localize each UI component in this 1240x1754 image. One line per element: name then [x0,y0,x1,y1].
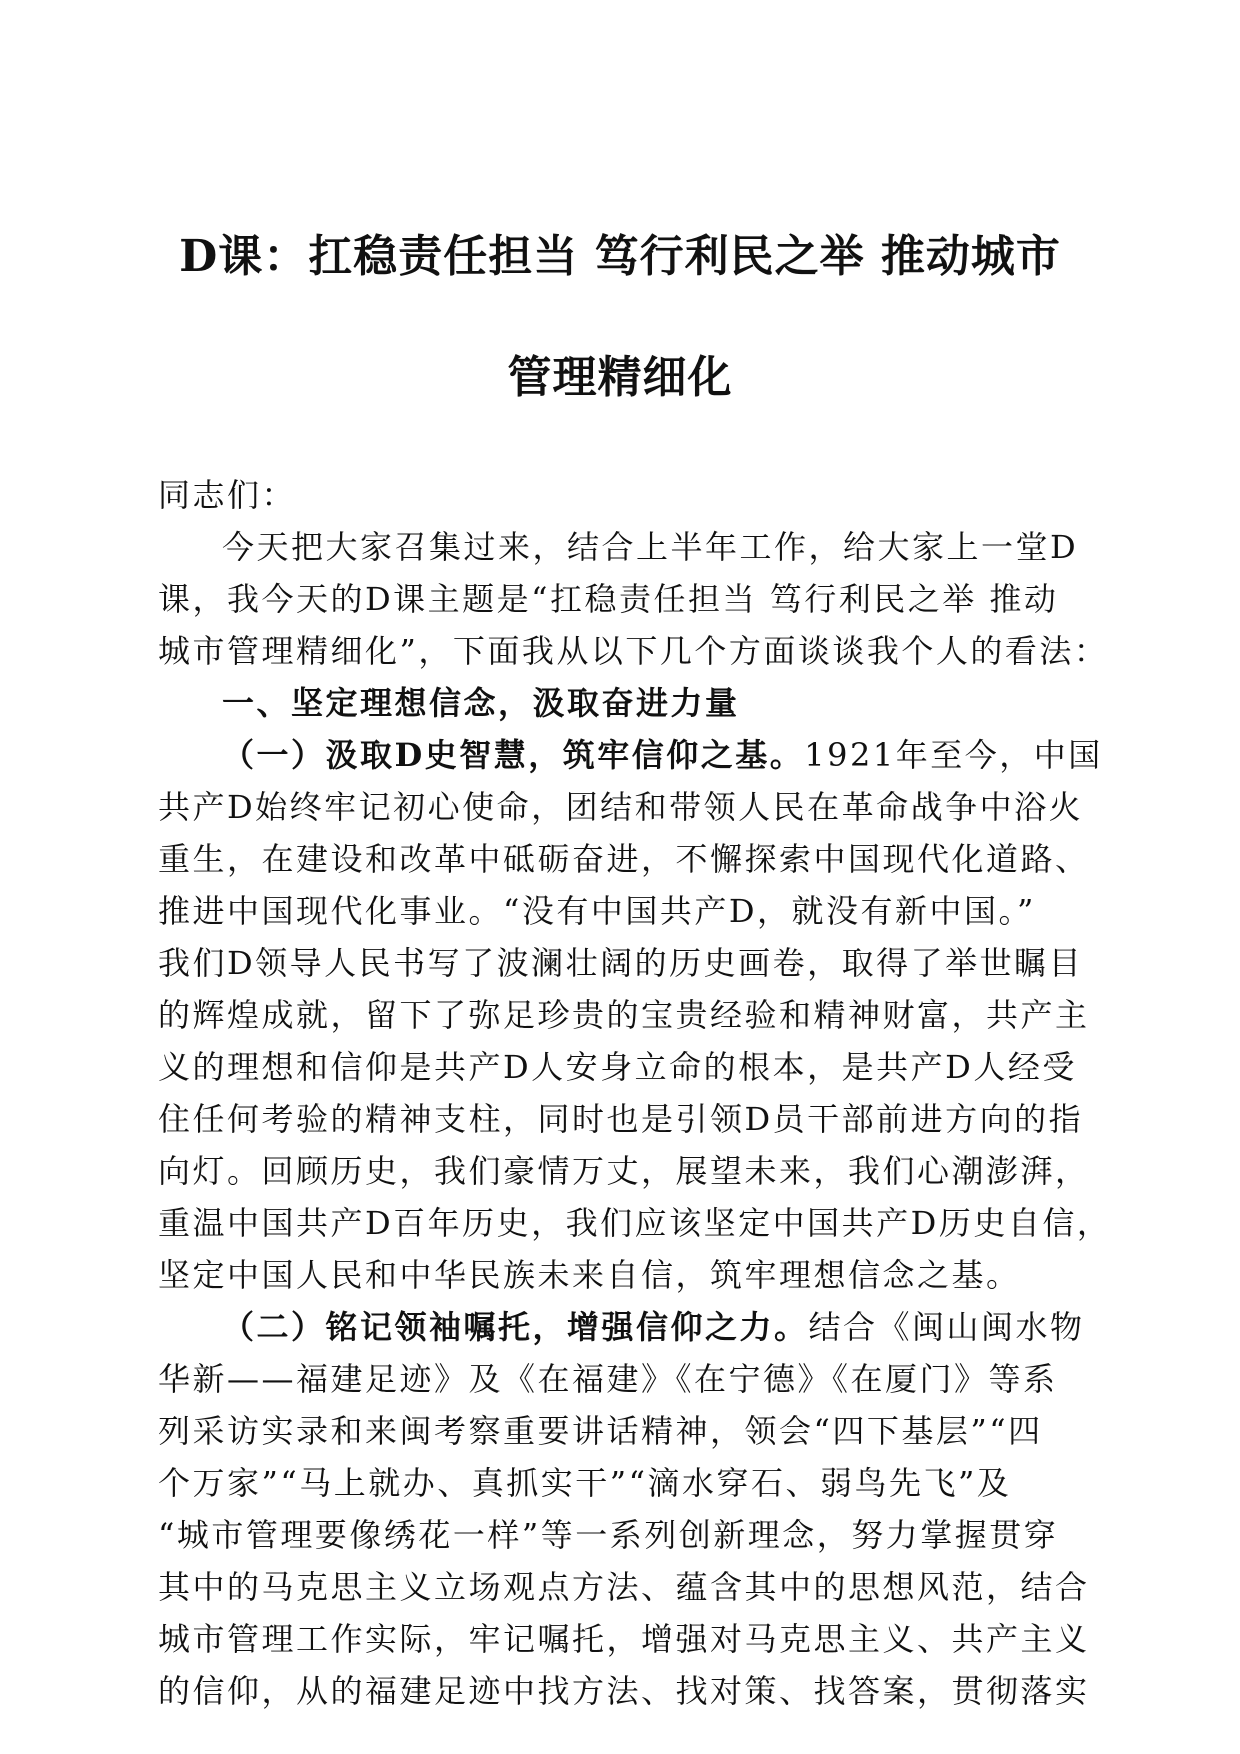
paragraph-line: 我们D领导人民书写了波澜壮阔的历史画卷，取得了举世瞩目 [158,944,1084,982]
paragraph-line: 共产D始终牢记初心使命，团结和带领人民在革命战争中浴火 [158,788,1084,826]
subsection-2-lead: （二）铭记领袖嘱托，增强信仰之力。 [222,1308,809,1346]
paragraph-line: 其中的马克思主义立场观点方法、蕴含其中的思想风范，结合 [158,1568,1090,1606]
paragraph-line: 华新——福建足迹》及《在福建》《在宁德》《在厦门》等系 [158,1360,1058,1398]
subsection-1-lead: （一）汲取D史智慧，筑牢信仰之基。 [222,736,805,774]
document-body [158,469,1112,1717]
intro-line: 城市管理精细化”，下面我从以下几个方面谈谈我个人的看法： [158,632,1109,670]
subsection-2-first-line [158,1301,1088,1353]
subsection-1-first-line [158,729,1103,781]
paragraph-line: 义的理想和信仰是共产D人安身立命的根本，是共产D人经受 [158,1048,1077,1086]
greeting: 同志们： [158,476,297,514]
paragraph-line: 重温中国共产D百年历史，我们应该坚定中国共产D历史自信， [158,1204,1112,1242]
paragraph-line: 坚定中国人民和中华民族未来自信，筑牢理想信念之基。 [158,1256,1021,1294]
intro-line: 今天把大家召集过来，结合上半年工作，给大家上一堂D [222,528,1079,566]
paragraph-line: 列采访实录和来闽考察重要讲话精神，领会“四下基层”“四 [158,1412,1043,1450]
paragraph-line: 推进中国现代化事业。“没有中国共产D，就没有新中国。” [158,892,1036,930]
paragraph-line: 的辉煌成就，留下了弥足珍贵的宝贵经验和精神财富，共产主 [158,996,1090,1034]
paragraph-line: “城市管理要像绣花一样”等一系列创新理念，努力掌握贯穿 [158,1516,1059,1554]
intro-line: 课，我今天的D课主题是“扛稳责任担当 笃行利民之举 推动 [158,580,1059,618]
paragraph-line: 城市管理工作实际，牢记嘱托，增强对马克思主义、共产主义 [158,1620,1090,1658]
document-title-line-1: D课：扛稳责任担当 笃行利民之举 推动城市 [179,231,1061,282]
paragraph-line: 个万家”“马上就办、真抓实干”“滴水穿石、弱鸟先飞”及 [158,1464,1012,1502]
paragraph-line: 住任何考验的精神支柱，同时也是引领D员干部前进方向的指 [158,1100,1084,1138]
subsection-2-line-rest: 结合《闽山闽水物 [808,1308,1085,1346]
paragraph-line: 向灯。回顾历史，我们豪情万丈，展望未来，我们心潮澎湃， [158,1152,1090,1190]
subsection-1-line-rest: 1921年至今，中国 [804,736,1103,774]
paragraph-line: 重生，在建设和改革中砥砺奋进，不懈探索中国现代化道路、 [158,840,1090,878]
document-title-line-2: 管理精细化 [507,352,733,403]
paragraph-line: 的信仰，从的福建足迹中找方法、找对策、找答案，贯彻落实 [158,1672,1090,1710]
section-heading: 一、坚定理想信念，汲取奋进力量 [222,684,740,722]
